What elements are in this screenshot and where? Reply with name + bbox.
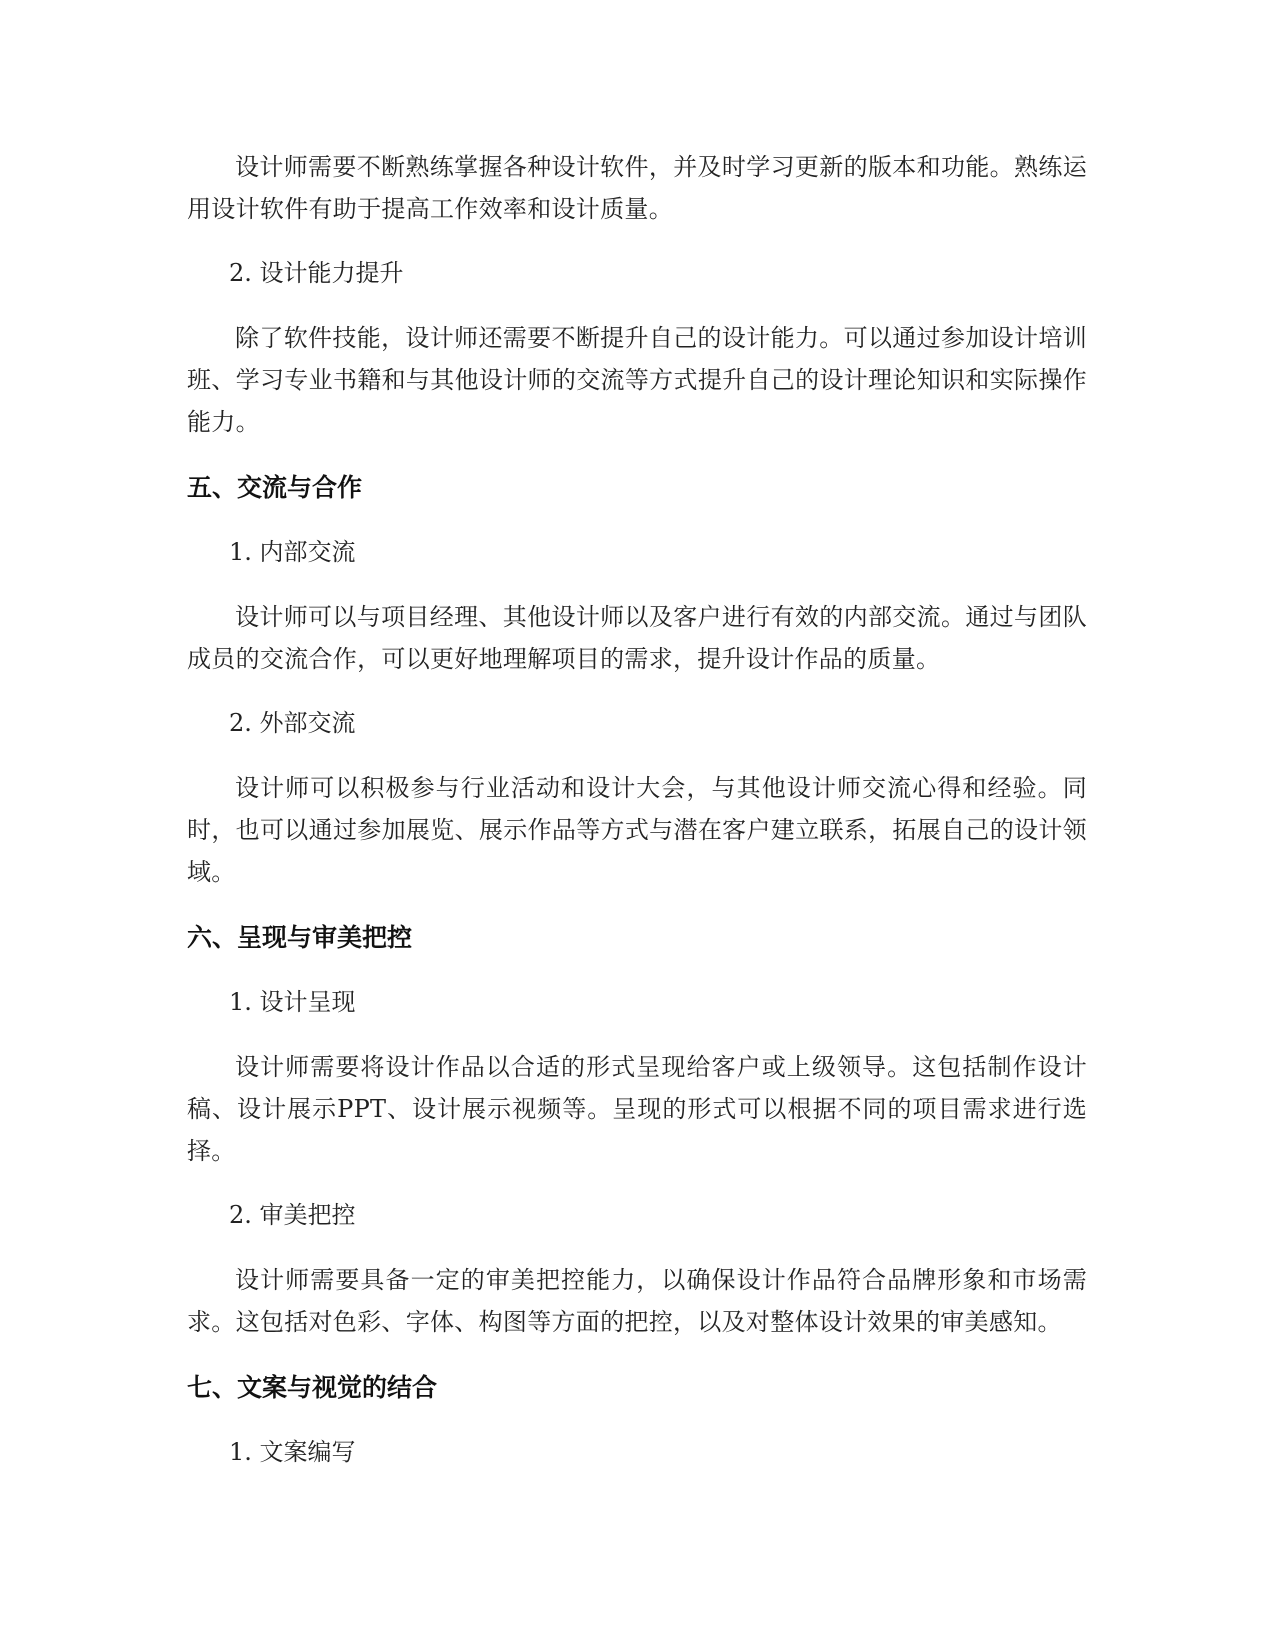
- paragraph-design-ability: 除了软件技能，设计师还需要不断提升自己的设计能力。可以通过参加设计培训班、学习专业书籍和与其他设计师的交流等方式提升自己的设计理论知识和实际操作能力。: [187, 324, 1087, 436]
- document-body: [187, 146, 1087, 1473]
- paragraph-software-skills: 设计师需要不断熟练掌握各种设计软件，并及时学习更新的版本和功能。熟练运用设计软件有助于提高工作效率和设计质量。: [187, 153, 1087, 223]
- section-heading-communication: 五、交流与合作: [187, 473, 363, 502]
- list-item-aesthetic-control: 2. 审美把控: [229, 1201, 356, 1229]
- list-item-copywriting: 1. 文案编写: [229, 1438, 356, 1466]
- list-item-design-presentation: 1. 设计呈现: [229, 988, 356, 1016]
- paragraph-design-presentation: 设计师需要将设计作品以合适的形式呈现给客户或上级领导。这包括制作设计稿、设计展示PPT、设计展示视频等。呈现的形式可以根据不同的项目需求进行选择。: [187, 1053, 1087, 1165]
- list-item-internal-communication: 1. 内部交流: [229, 538, 356, 566]
- section-heading-copy-visual: 七、文案与视觉的结合: [187, 1373, 438, 1402]
- paragraph-internal-communication: 设计师可以与项目经理、其他设计师以及客户进行有效的内部交流。通过与团队成员的交流合作，可以更好地理解项目的需求，提升设计作品的质量。: [187, 603, 1087, 673]
- section-heading-presentation: 六、呈现与审美把控: [187, 923, 413, 952]
- list-item-external-communication: 2. 外部交流: [229, 709, 356, 737]
- paragraph-external-communication: 设计师可以积极参与行业活动和设计大会，与其他设计师交流心得和经验。同时，也可以通过参加展览、展示作品等方式与潜在客户建立联系，拓展自己的设计领域。: [187, 774, 1087, 886]
- list-item-design-ability: 2. 设计能力提升: [229, 259, 404, 287]
- paragraph-aesthetic-control: 设计师需要具备一定的审美把控能力，以确保设计作品符合品牌形象和市场需求。这包括对色彩、字体、构图等方面的把控，以及对整体设计效果的审美感知。: [187, 1266, 1087, 1336]
